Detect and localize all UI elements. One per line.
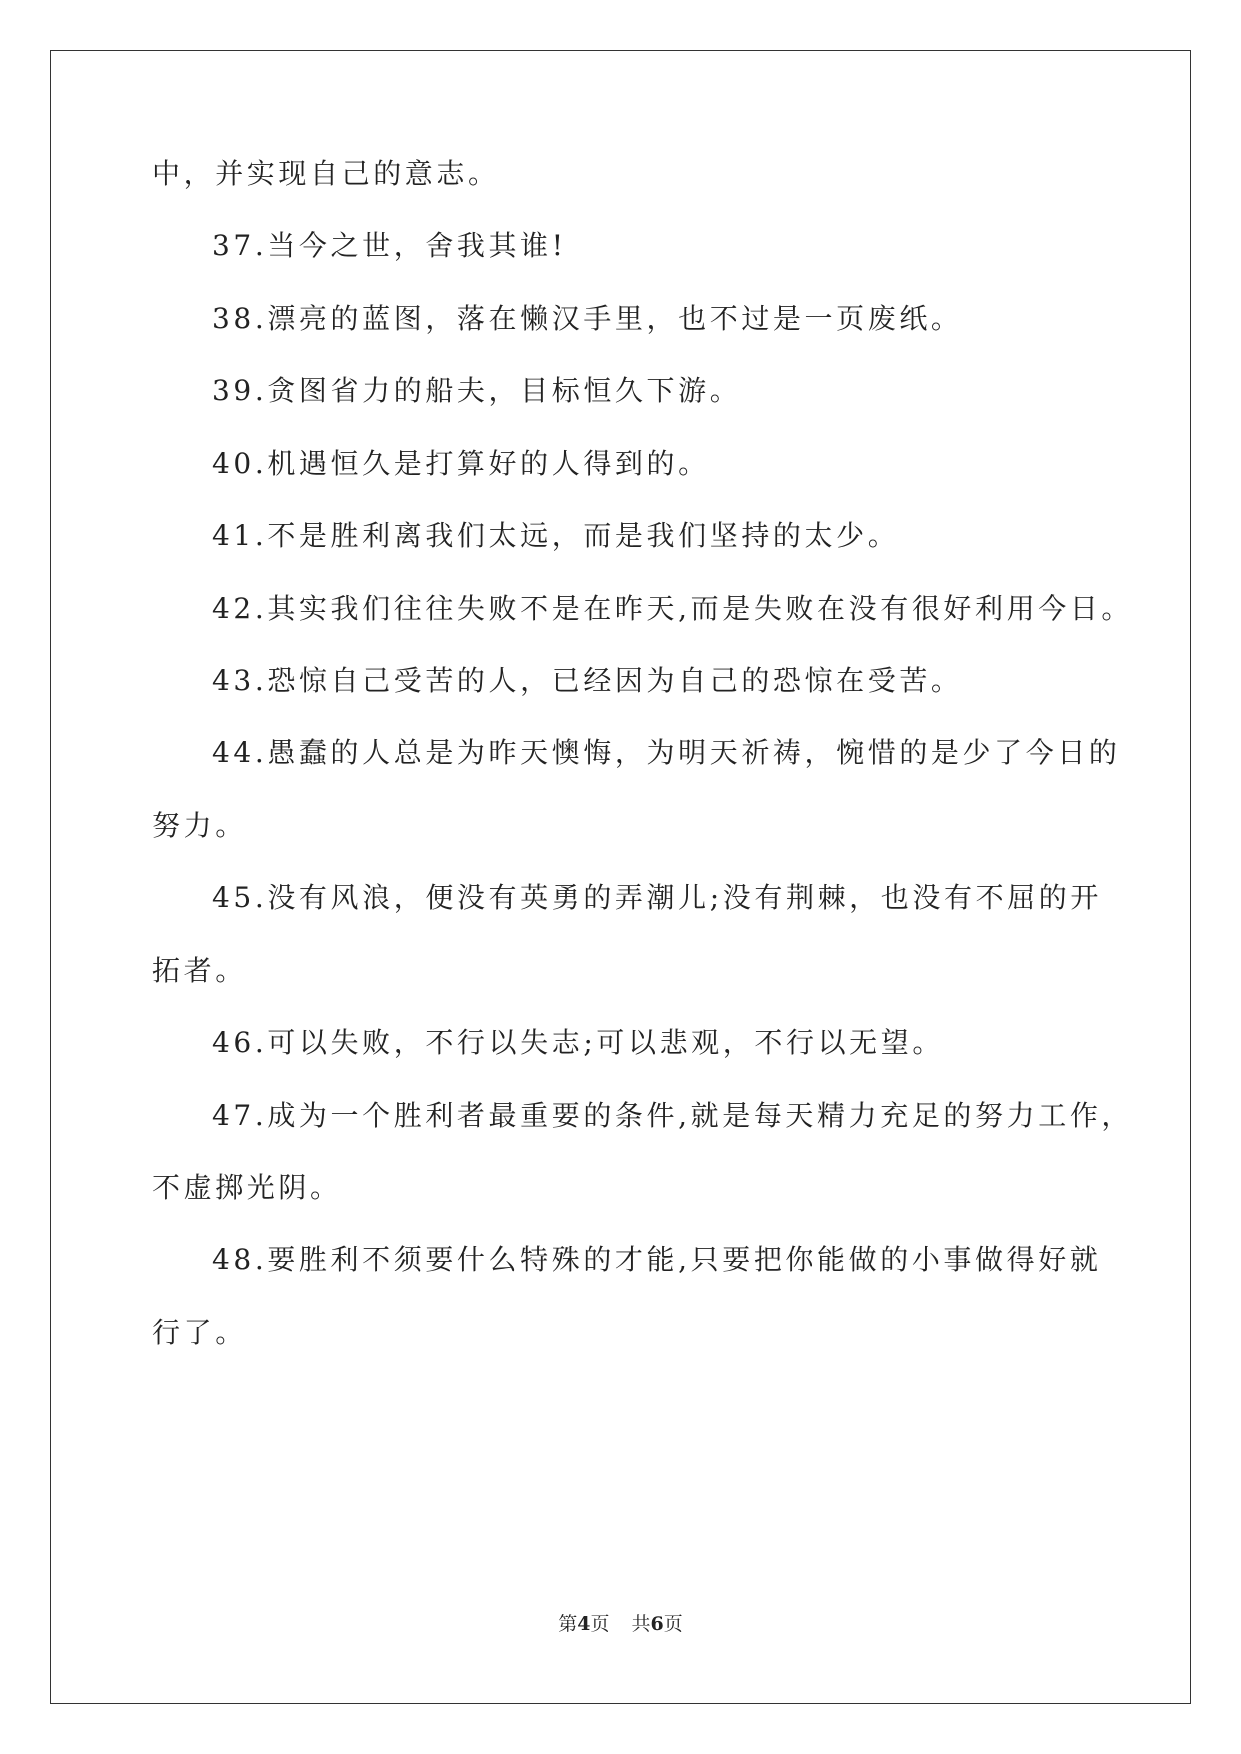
footer-total-prefix: 共 <box>631 1613 651 1635</box>
total-pages-number: 6 <box>650 1613 664 1635</box>
quote-37: 37.当今之世，舍我其谁! <box>212 229 567 262</box>
quote-44-continued: 努力。 <box>152 809 247 842</box>
quote-47-continued: 不虚掷光阴。 <box>152 1171 342 1204</box>
quote-47: 47.成为一个胜利者最重要的条件,就是每天精力充足的努力工作， <box>212 1099 1134 1132</box>
quote-38: 38.漂亮的蓝图，落在懒汉手里，也不过是一页废纸。 <box>212 302 963 335</box>
page-footer <box>0 1612 1241 1636</box>
quote-48-continued: 行了。 <box>152 1316 247 1349</box>
quote-48: 48.要胜利不须要什么特殊的才能,只要把你能做的小事做得好就 <box>212 1243 1102 1276</box>
quote-39: 39.贪图省力的船夫，目标恒久下游。 <box>212 374 742 407</box>
text-line: 中，并实现自己的意志。 <box>152 157 500 190</box>
quote-42: 42.其实我们往往失败不是在昨天,而是失败在没有很好利用今日。 <box>212 592 1134 625</box>
current-page-number: 4 <box>577 1613 591 1635</box>
quote-41: 41.不是胜利离我们太远，而是我们坚持的太少。 <box>212 519 900 552</box>
quote-44: 44.愚蠢的人总是为昨天懊悔，为明天祈祷，惋惜的是少了今日的 <box>212 736 1121 769</box>
quote-40: 40.机遇恒久是打算好的人得到的。 <box>212 447 710 480</box>
quote-43: 43.恐惊自己受苦的人，已经因为自己的恐惊在受苦。 <box>212 664 963 697</box>
quote-46: 46.可以失败，不行以失志;可以悲观，不行以无望。 <box>212 1026 944 1059</box>
footer-page-unit: 页 <box>590 1613 610 1635</box>
footer-total-unit: 页 <box>663 1613 683 1635</box>
quote-45: 45.没有风浪，便没有英勇的弄潮儿;没有荆棘，也没有不屈的开 <box>212 881 1102 914</box>
footer-prefix: 第 <box>558 1613 578 1635</box>
page-border <box>50 50 1191 1704</box>
quote-45-continued: 拓者。 <box>152 954 247 987</box>
